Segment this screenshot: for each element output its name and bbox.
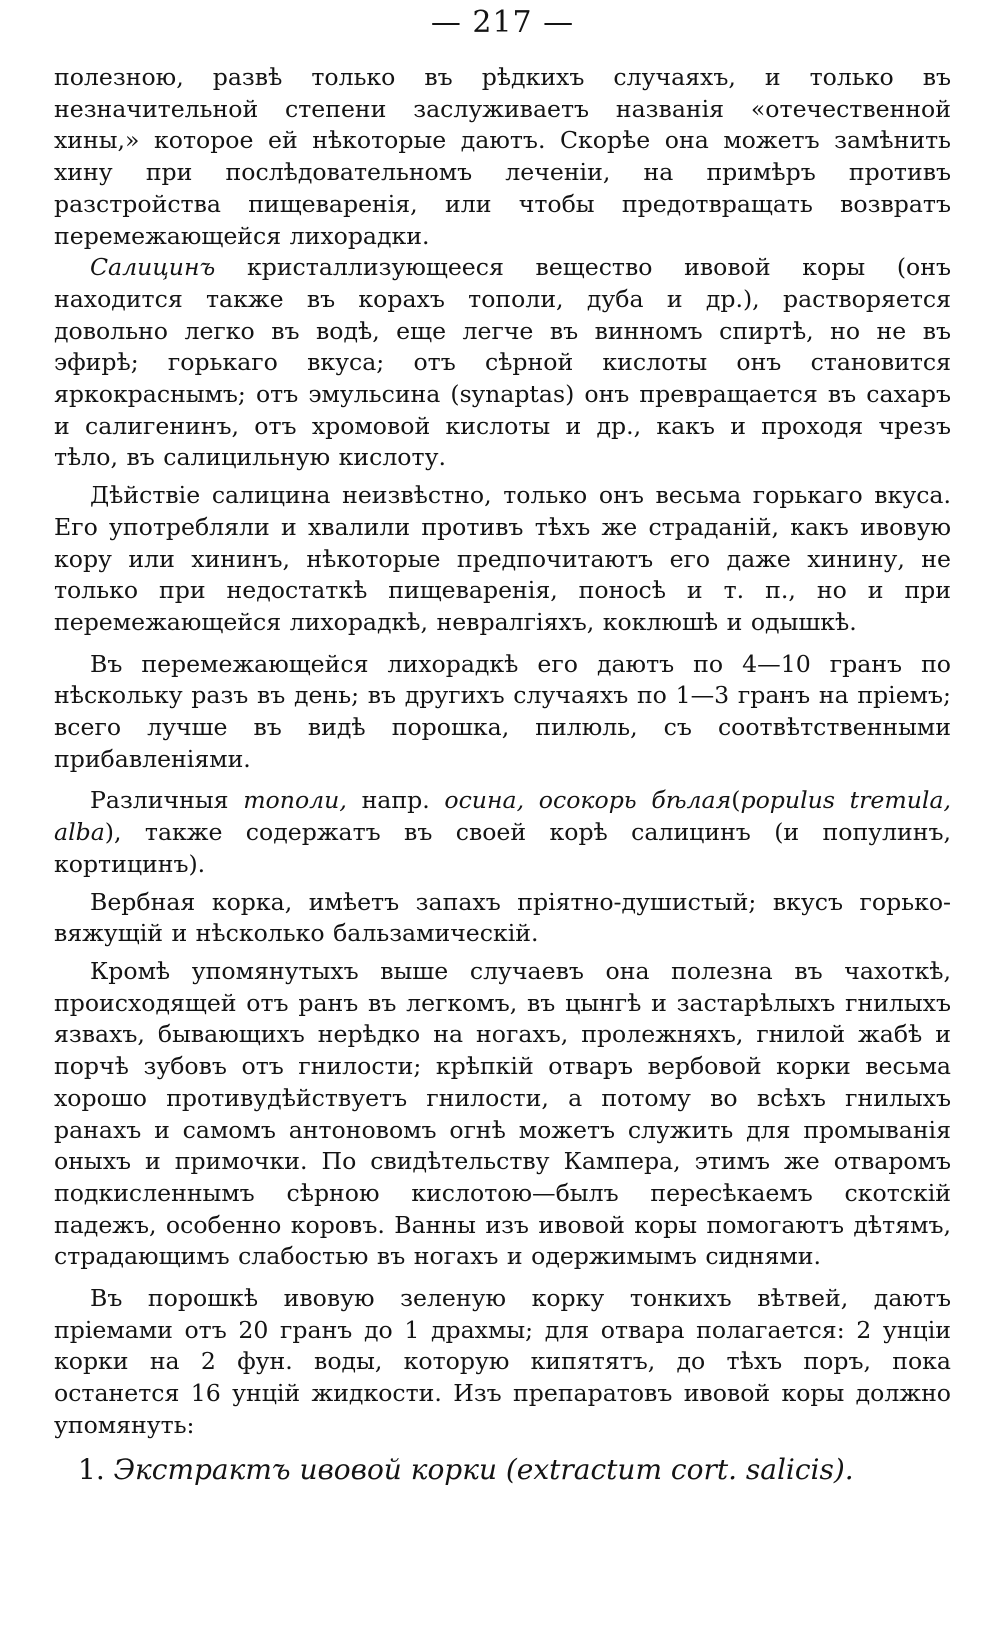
italic-run: populus tremula, alba — [54, 786, 952, 847]
text-run: ( — [731, 786, 741, 815]
text-run: Различныя — [90, 786, 244, 815]
text-run: Вербная корка, имѣетъ запахъ пріятно-душистый; вкусъ горько-вяжущій и нѣсколько бальзамическій. — [54, 887, 951, 948]
text-run: полезною, развѣ только въ рѣдкихъ случаяхъ, и только въ незначительной степени заслуживаетъ названія «отечественной хины,» которое ей нѣкоторые даютъ. Скорѣе она можетъ замѣнить хину при послѣдовательномъ леченіи, на примѣръ противъ разстройства пищеваренія, или чтобы предотвращать возвратъ перемежающейся лихорадки. — [54, 63, 951, 250]
paragraph — [54, 956, 951, 1273]
paragraph — [54, 887, 951, 950]
list-item — [54, 1452, 951, 1488]
italic-run: Салицинъ — [90, 253, 216, 282]
text-run: кристаллизующееся вещество ивовой коры (онъ находится также въ корахъ тополи, дуба и др.), растворяется довольно легко въ водѣ, еще легче въ винномъ спиртѣ, но не въ эфирѣ; горькаго вкуса; отъ сѣрной кислоты онъ становится яркокраснымъ; отъ эмульсина (synaptas) онъ превращается въ сахаръ и салигенинъ, отъ хромовой кислоты и др., какъ и проходя чрезъ тѣло, въ салицильную кислоту. — [54, 253, 951, 472]
list-item-text: Экстрактъ ивовой корки (extractum cort. salicis). — [113, 1452, 854, 1486]
paragraph — [54, 480, 951, 639]
italic-run: осина, осокорь бѣлая — [444, 786, 732, 815]
paragraph — [54, 785, 951, 880]
text-run: напр. — [346, 786, 445, 815]
text-run: Въ перемежающейся лихорадкѣ его даютъ по 4—10 гранъ по нѣскольку разъ въ день; въ другихъ случаяхъ по 1—3 гранъ на пріемъ; всего лучше въ видѣ порошка, пилюль, съ соотвѣтственными прибавленіями. — [54, 649, 951, 773]
paragraph — [54, 1283, 951, 1442]
paragraph — [54, 649, 951, 776]
text-run: Въ порошкѣ ивовую зеленую корку тонкихъ вѣтвей, даютъ пріемами отъ 20 гранъ до 1 драхмы; для отвара полагается: 2 унціи корки на 2 фун. воды, которую кипятятъ, до тѣхъ поръ, пока останется 16 унцій жидкости. Изъ препаратовъ ивовой коры должно упомянуть: — [54, 1284, 951, 1439]
page-number: — 217 — — [430, 5, 575, 40]
list-item-number: 1. — [78, 1452, 105, 1486]
text-run: Дѣйствіе салицина неизвѣстно, только онъ весьма горькаго вкуса. Его употребляли и хвалили противъ тѣхъ же страданій, какъ ивовую кору или хининъ, нѣкоторые предпочитаютъ его даже хинину, не только при недостаткѣ пищеваренія, поносѣ и т. п., но и при перемежающейся лихорадкѣ, невралгіяхъ, коклюшѣ и одышкѣ. — [54, 481, 951, 636]
paragraph — [54, 62, 951, 252]
italic-run: тополи, — [243, 786, 347, 815]
text-run: Кромѣ упомянутыхъ выше случаевъ она полезна въ чахоткѣ, происходящей отъ ранъ въ легкомъ, въ цынгѣ и застарѣлыхъ гнилыхъ язвахъ, бывающихъ нерѣдко на ногахъ, пролежняхъ, гнилой жабѣ и порчѣ зубовъ отъ гнилости; крѣпкій отваръ вербовой корки весьма хорошо противудѣйствуетъ гнилости, а потому во всѣхъ гнилыхъ ранахъ и самомъ антоновомъ огнѣ можетъ служить для промыванія оныхъ и примочки. По свидѣтельству Кампера, этимъ же отваромъ подкисленнымъ сѣрною кислотою—былъ пересѣкаемъ скотскій падежъ, особенно коровъ. Ванны изъ ивовой коры помогаютъ дѣтямъ, страдающимъ слабостью въ ногахъ и одержимымъ сиднями. — [54, 956, 951, 1271]
text-run: ), также содержатъ въ своей корѣ салицинъ (и популинъ, кортицинъ). — [54, 818, 951, 878]
paragraph — [54, 252, 951, 474]
